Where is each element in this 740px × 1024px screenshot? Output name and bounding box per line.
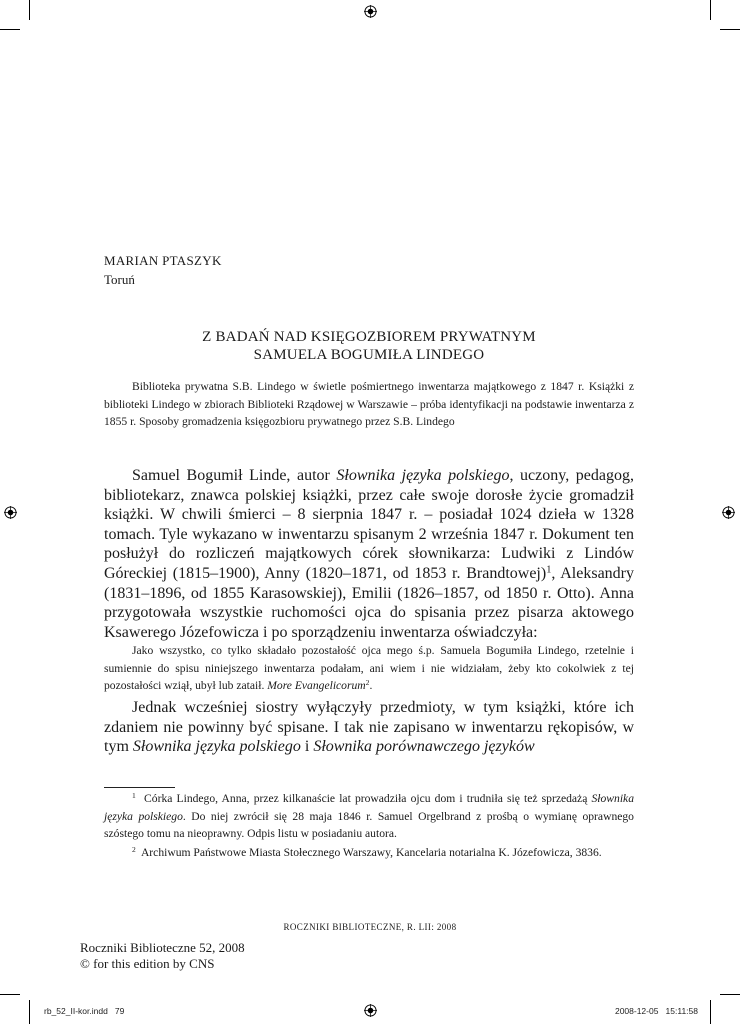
- author-affiliation: Toruń: [104, 272, 135, 287]
- article-title-line-2: SAMUELA BOGUMIŁA LINDEGO: [253, 347, 485, 363]
- footnote-1-number: 1: [132, 790, 136, 800]
- crop-mark-top-right-h: [720, 29, 740, 30]
- footnote-1-italic: Słownika języka polskiego: [104, 792, 634, 823]
- slug-timestamp: 2008-12-05 15:11:58: [614, 1006, 698, 1016]
- copyright-notice: © for this edition by CNS: [80, 956, 215, 971]
- p1-text-b: , uczony, pedagog, bibliotekarz, znawca polskiej książki, przez całe swoje dorosłe życie gromadził książki. W chwili śmierci – 8 sierpnia 1847 r. – posiadał 1024 dzieła w 1328 tomach. Tyle wykazano w inwentarzu spisanym 2 września 1847 r. Dokument ten posłużył do rozliczeń majątkowych córek słownikarza: Ludwiki z Lindów Góreckiej (1815–1900), Anny (1820–1871, od 1853 r. Brandtowej): [104, 467, 634, 582]
- footnote-ref-2[interactable]: 2: [365, 677, 370, 687]
- copyright-journal: Roczniki Biblioteczne 52, 2008: [80, 940, 245, 955]
- crop-mark-top-right: [710, 0, 711, 20]
- quote-italic: More Evangelicorum: [267, 679, 366, 692]
- quote-text: Jako wszystko, co tylko składało pozostałość ojca mego ś.p. Samuela Bogumiła Lindego, rzetelnie i sumiennie do spisu niniejszego inwentarza podałam, ani wiem i nie widziałam, żeby kto cokolwiek z tej pozostałości wziął, ubył lub zataił.: [104, 644, 634, 692]
- p2-text-a: Jednak wcześniej siostry wyłączyły przedmioty, w tym książki, które ich zdaniem nie powinny być spisane. I tak nie zapisano w inwentarzu rękopisów, w tym: [104, 699, 634, 756]
- p1-text-a: Samuel Bogumił Linde, autor: [132, 467, 337, 484]
- running-footer: ROCZNIKI BIBLIOTECZNE, R. LII: 2008: [283, 922, 457, 932]
- footnote-2-number: 2: [132, 844, 136, 854]
- registration-mark-icon: [4, 506, 17, 519]
- crop-mark-bottom-right-h: [720, 994, 740, 995]
- crop-mark-bottom-left-h: [0, 994, 20, 995]
- footnote-2-text: Archiwum Państwowe Miasta Stołecznego Warszawy, Kancelaria notarialna K. Józefowicza, 3836.: [140, 846, 602, 859]
- registration-mark-icon: [364, 1004, 377, 1017]
- crop-mark-top-left: [29, 0, 30, 20]
- body-paragraph-1: [104, 466, 634, 642]
- p2-text-b: i: [300, 738, 314, 756]
- footnote-1-text-a: Córka Lindego, Anna, przez kilkanaście lat prowadziła ojcu dom i trudniła się też sprzedażą: [144, 792, 592, 805]
- p2-italic-2: Słownika porównawczego języków: [313, 738, 535, 756]
- registration-mark-icon: [722, 506, 735, 519]
- footnote-1: [104, 790, 634, 843]
- slug-filename: rb_52_II-kor.indd 79: [44, 1006, 125, 1016]
- footnote-ref-1[interactable]: 1: [546, 564, 552, 576]
- footnote-rule: [104, 787, 175, 788]
- abstract: Biblioteka prywatna S.B. Lindego w świetle pośmiertnego inwentarza majątkowego z 1847 r. Książki z biblioteki Lindego w zbiorach Biblioteki Rządowej w Warszawie – próba identyfikacji na podstawie inwentarza z 1855 r. Sposoby gromadzenia księgozbioru prywatnego przez S.B. Lindego: [104, 380, 634, 428]
- registration-mark-icon: [364, 5, 377, 18]
- p1-italic-title: Słownika języka polskiego: [336, 467, 510, 484]
- footnote-2: [104, 844, 634, 862]
- footnote-1-text-b: . Do niej zwrócił się 28 maja 1846 r. Samuel Orgelbrand z prośbą o wymianę oprawnego szóstego tomu na nieoprawny. Odpis listu w posiadaniu autora.: [104, 809, 634, 840]
- body-paragraph-2: [104, 698, 634, 757]
- crop-mark-bottom-right: [710, 1000, 711, 1024]
- article-title-line-1: Z BADAŃ NAD KSIĘGOZBIOREM PRYWATNYM: [202, 329, 536, 345]
- block-quote: [104, 642, 634, 695]
- p1-text-c: , Aleksandry (1831–1896, od 1855 Karasowskiej), Emilii (1826–1857, od 1850 r. Otto). Anna przygotowała wszystkie ruchomości ojca do spisania przez pisarza aktowego Ksawerego Józefowicza i po sporządzeniu inwentarza oświadczyła:: [104, 564, 635, 641]
- quote-end: .: [369, 679, 373, 692]
- p2-italic-1: Słownika języka polskiego: [132, 738, 301, 756]
- author-name: MARIAN PTASZYK: [104, 253, 222, 268]
- crop-mark-bottom-left: [29, 1000, 30, 1024]
- crop-mark-top-left-h: [0, 29, 20, 30]
